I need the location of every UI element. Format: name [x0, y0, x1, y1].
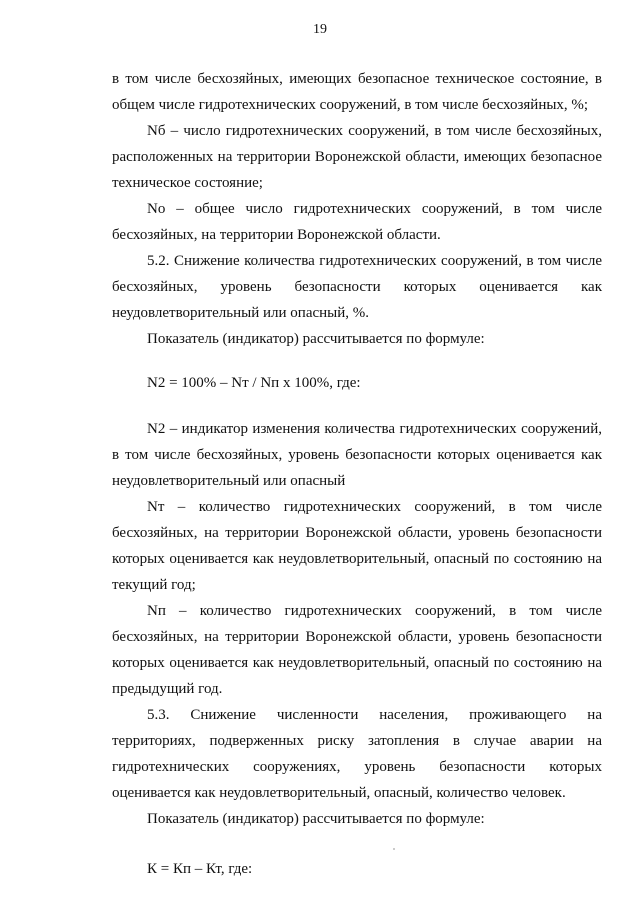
paragraph-no-definition: Nо – общее число гидротехнических сооружений, в том числе бесхозяйных, на территории Воронежской области. [112, 201, 602, 243]
section-5-3-heading: 5.3. Снижение численности населения, проживающего на территориях, подверженных риску затопления в случае аварии на гидротехнических сооружениях, уровень безопасности которых оценивается как неудовлетворительный, опасный, количество человек. [112, 707, 602, 801]
section-5-2-heading: 5.2. Снижение количества гидротехнических сооружений, в том числе бесхозяйных, уровень безопасности которых оценивается как неудовлетворительный или опасный, %. [112, 253, 602, 321]
page-number: 19 [313, 22, 327, 37]
paragraph: в том числе бесхозяйных, имеющих безопасное техническое состояние, в общем числе гидротехнических сооружений, в том числе бесхозяйных, %; [112, 71, 602, 113]
formula-k: К = Кп – Кт, где: [147, 861, 253, 877]
formula-n2: N2 = 100% – Nт / Nп х 100%, где: [147, 375, 361, 391]
paragraph-nb-definition: Nб – число гидротехнических сооружений, в том числе бесхозяйных, расположенных на территории Воронежской области, имеющих безопасное техническое состояние; [112, 123, 602, 191]
formula-intro: Показатель (индикатор) рассчитывается по формуле: [147, 331, 485, 347]
paragraph-np-definition: Nп – количество гидротехнических сооружений, в том числе бесхозяйных, на территории Воронежской области, уровень безопасности которых оценивается как неудовлетворительный, опасный по состоянию на предыдущий год. [112, 603, 602, 697]
paragraph-n2-definition: N2 – индикатор изменения количества гидротехнических сооружений, в том числе бесхозяйных, уровень безопасности которых оценивается как неудовлетворительный или опасный [112, 421, 602, 489]
formula-intro-2: Показатель (индикатор) рассчитывается по формуле: [147, 811, 485, 827]
scan-speck [393, 848, 395, 850]
paragraph-nt-definition: Nт – количество гидротехнических сооружений, в том числе бесхозяйных, на территории Воронежской области, уровень безопасности которых оценивается как неудовлетворительный, опасный по состоянию на текущий год; [112, 499, 602, 593]
document-body [112, 66, 602, 902]
